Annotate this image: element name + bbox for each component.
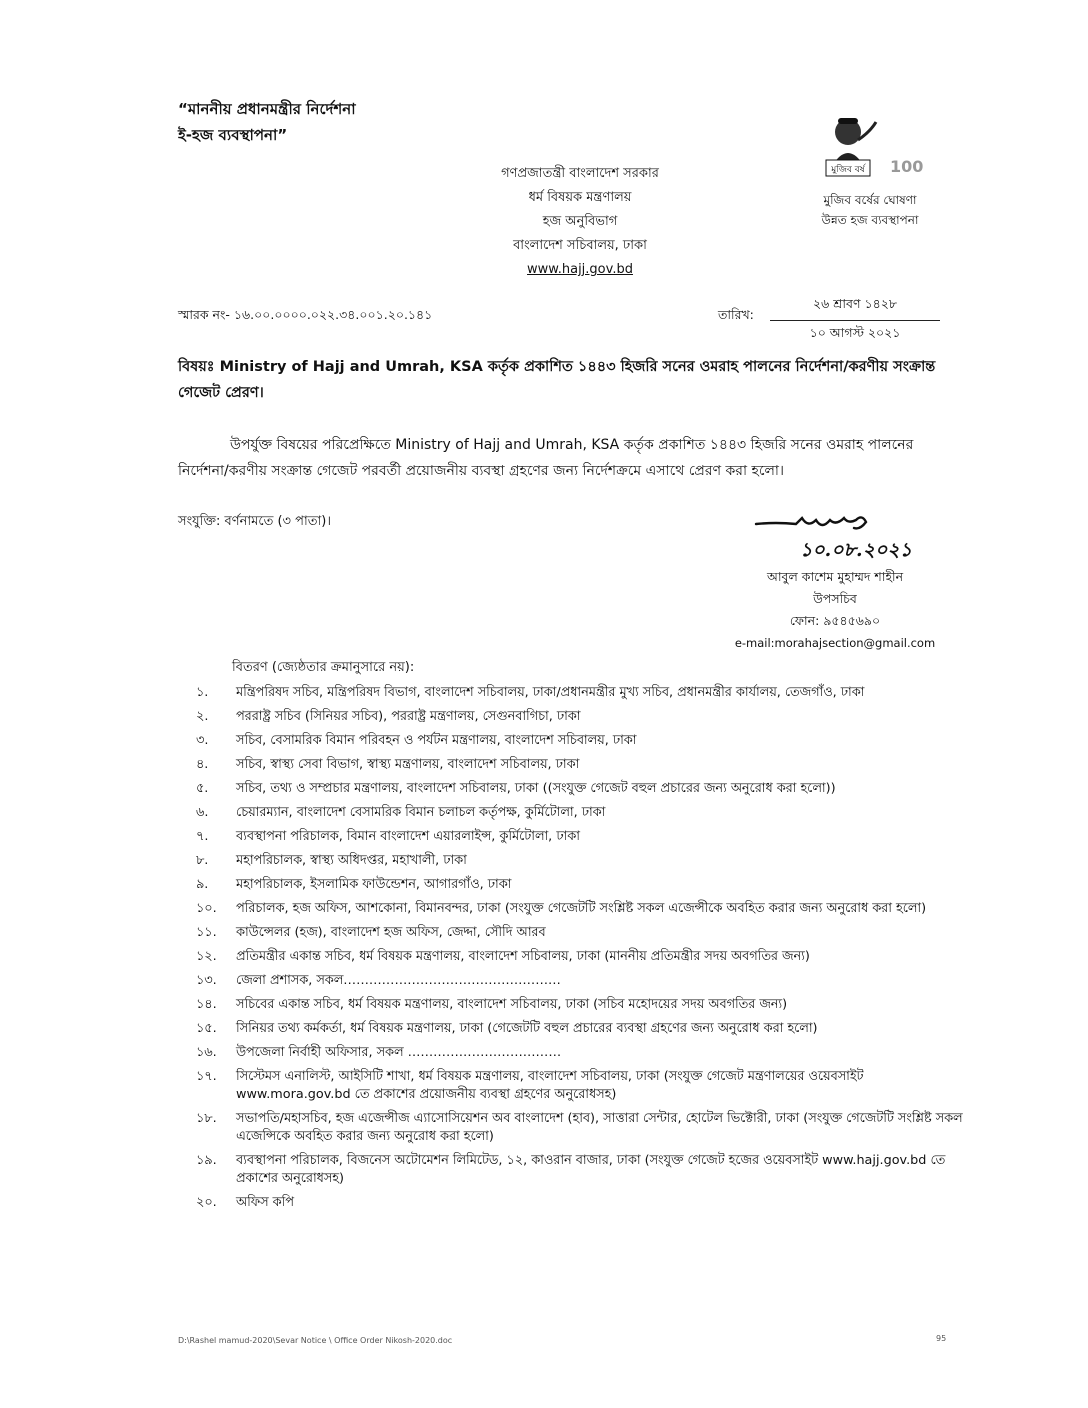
list-item-number: ৬.	[196, 805, 209, 820]
list-item	[196, 804, 966, 822]
list-item	[196, 756, 966, 774]
list-item-text: উপজেলা নির্বাহী অফিসার, সকল ………………………………	[236, 1045, 562, 1060]
list-item-number: ১৪.	[196, 997, 217, 1012]
list-item-text: সিনিয়র তথ্য কর্মকর্তা, ধর্ম বিষয়ক মন্ত্রণালয়, ঢাকা (গেজেটটি বহুল প্রচারের ব্যবস্থা গ্রহণের জন্য অনুরোধ করা হলো)	[236, 1021, 818, 1036]
header-address: বাংলাদেশ সচিবালয়, ঢাকা	[513, 238, 647, 253]
emblem-caption-2: উন্নত হজ ব্যবস্থাপনা	[821, 213, 919, 227]
list-item	[196, 1068, 966, 1104]
list-item	[196, 1020, 966, 1038]
list-item-text: মহাপরিচালক, স্বাস্থ্য অধিদপ্তর, মহাখালী, ঢাকা	[236, 853, 467, 868]
footer-file-path: D:\Rashel mamud-2020\Sevar Notice \ Office Order Nikosh-2020.doc	[178, 1336, 453, 1345]
list-item-number: ১৬.	[196, 1045, 217, 1060]
list-item	[196, 1194, 966, 1212]
list-item-number: ৭.	[196, 829, 209, 844]
svg-text:মুজিব বর্ষ: মুজিব বর্ষ	[831, 165, 865, 175]
signer-phone: ফোন: ৯৫৪৫৬৯০	[789, 613, 881, 628]
signer-block	[690, 566, 980, 654]
list-item-text: সচিব, তথ্য ও সম্প্রচার মন্ত্রণালয়, বাংলাদেশ সচিবালয়, ঢাকা ((সংযুক্ত গেজেট বহুল প্রচারের জন্য অনুরোধ করা হলো))	[236, 781, 836, 796]
list-item-text: সচিব, বেসামরিক বিমান পরিবহন ও পর্যটন মন্ত্রণালয়, বাংলাদেশ সচিবালয়, ঢাকা	[236, 733, 637, 748]
list-item-text: চেয়ারম্যান, বাংলাদেশ বেসামরিক বিমান চলাচল কর্তৃপক্ষ, কুর্মিটোলা, ঢাকা	[236, 805, 606, 820]
list-item-text: ব্যবস্থাপনা পরিচালক, বিমান বাংলাদেশ এয়ারলাইন্স, কুর্মিটোলা, ঢাকা	[236, 829, 580, 844]
list-item-number: ৩.	[196, 733, 209, 748]
date-bangla: ২৬ শ্রাবণ ১৪২৮	[770, 296, 940, 321]
svg-text:১০.০৮.২০২১: ১০.০৮.২০২১	[800, 539, 912, 561]
list-item	[196, 1044, 966, 1062]
list-item	[196, 876, 966, 894]
header-govt: গণপ্রজাতন্ত্রী বাংলাদেশ সরকার	[501, 166, 659, 181]
list-item-text: সিস্টেমস এনালিস্ট, আইসিটি শাখা, ধর্ম বিষয়ক মন্ত্রণালয়, বাংলাদেশ সচিবালয়, ঢাকা (সংযুক্ত গেজেট মন্ত্রণালয়ের ওয়েবসাইট www.mora.gov.bd তে প্রকাশের প্রয়োজনীয় ব্যবস্থা গ্রহণের অনুরোধসহ)	[236, 1069, 864, 1102]
footer-page-number: 95	[936, 1334, 947, 1343]
subject-text: Ministry of Hajj and Umrah, KSA কর্তৃক প্রকাশিত ১৪৪৩ হিজরি সনের ওমরাহ পালনের নির্দেশনা/করণীয় সংক্রান্ত গেজেট প্রেরণ।	[178, 359, 936, 401]
list-item	[196, 996, 966, 1014]
list-item-number: ২০.	[196, 1195, 217, 1210]
handwritten-signature	[736, 510, 936, 562]
subject	[178, 354, 938, 406]
signer-designation: উপসচিব	[813, 591, 857, 606]
header-wing: হজ অনুবিভাগ	[542, 214, 618, 229]
list-item	[196, 1110, 966, 1146]
list-item-number: ৮.	[196, 853, 209, 868]
list-item-number: ১৫.	[196, 1021, 217, 1036]
quote-line-2: ই-হজ ব্যবস্থাপনা”	[178, 126, 288, 144]
list-item-text: পররাষ্ট্র সচিব (সিনিয়র সচিব), পররাষ্ট্র মন্ত্রণালয়, সেগুনবাগিচা, ঢাকা	[236, 709, 581, 724]
list-item-text: প্রতিমন্ত্রীর একান্ত সচিব, ধর্ম বিষয়ক মন্ত্রণালয়, বাংলাদেশ সচিবালয়, ঢাকা (মাননীয় প্রতিমন্ত্রীর সদয় অবগতির জন্য)	[236, 949, 810, 964]
list-item-number: ২.	[196, 709, 209, 724]
header-ministry: ধর্ম বিষয়ক মন্ত্রণালয়	[528, 190, 632, 205]
list-item-text: সচিবের একান্ত সচিব, ধর্ম বিষয়ক মন্ত্রণালয়, বাংলাদেশ সচিবালয়, ঢাকা (সচিব মহোদয়ের সদয় অবগতির জন্য)	[236, 997, 788, 1012]
emblem-caption	[810, 190, 930, 230]
list-item	[196, 1152, 966, 1188]
signer-email[interactable]: e-mail:morahajsection@gmail.com	[734, 636, 936, 650]
body-paragraph: উপর্যুক্ত বিষয়ের পরিপ্রেক্ষিতে Ministry of Hajj and Umrah, KSA কর্তৃক প্রকাশিত ১৪৪৩ হিজরি সনের ওমরাহ পালনের নির্দেশনা/করণীয় সংক্রান্ত গেজেট পরবর্তী প্রয়োজনীয় ব্যবস্থা গ্রহণের জন্য নির্দেশক্রমে এসাথে প্রেরণ করা হলো।	[178, 437, 914, 479]
list-item-number: ১.	[196, 685, 209, 700]
mujib-borsho-logo	[818, 110, 924, 182]
list-item-number: ৫.	[196, 781, 209, 796]
list-item-text: কাউন্সেলর (হজ), বাংলাদেশ হজ অফিস, জেদ্দা, সৌদি আরব	[236, 925, 546, 940]
list-item-number: ১৭.	[196, 1069, 217, 1084]
list-item-text: সভাপতি/মহাসচিব, হজ এজেন্সীজ এ্যাসোসিয়েশন অব বাংলাদেশ (হাব), সাত্তারা সেন্টার, হোটেল ভিক্টোরী, ঢাকা (সংযুক্ত গেজেটটি সংশ্লিষ্ট সকল এজেন্সিকে অবহিত করার জন্য অনুরোধ করা হলো)	[236, 1111, 963, 1144]
list-item-number: ১১.	[196, 925, 217, 940]
list-item-text: মহাপরিচালক, ইসলামিক ফাউন্ডেশন, আগারগাঁও, ঢাকা	[236, 877, 512, 892]
list-item-number: ১২.	[196, 949, 217, 964]
list-item-number: ১০.	[196, 901, 217, 916]
list-item-text: পরিচালক, হজ অফিস, আশকোনা, বিমানবন্দর, ঢাকা (সংযুক্ত গেজেটটি সংশ্লিষ্ট সকল এজেন্সীকে অবহিত করার জন্য অনুরোধ করা হলো)	[236, 901, 927, 916]
distribution-list	[196, 684, 966, 1218]
list-item	[196, 732, 966, 750]
signature-icon	[736, 510, 936, 562]
list-item-number: ১৩.	[196, 973, 217, 988]
list-item	[196, 924, 966, 942]
list-item	[196, 900, 966, 918]
list-item	[196, 708, 966, 726]
emblem-caption-1: মুজিব বর্ষের ঘোষণা	[823, 193, 917, 207]
list-item-text: মন্ত্রিপরিষদ সচিব, মন্ত্রিপরিষদ বিভাগ, বাংলাদেশ সচিবালয়, ঢাকা/প্রধানমন্ত্রীর মুখ্য সচিব, প্রধানমন্ত্রীর কার্যালয়, তেজগাঁও, ঢাকা	[236, 685, 865, 700]
list-item-text: অফিস কপি	[236, 1195, 294, 1210]
list-item	[196, 972, 966, 990]
list-item-text: জেলা প্রশাসক, সকল……………………………………………	[236, 973, 561, 988]
list-item	[196, 948, 966, 966]
date-english: ১০ আগস্ট ২০২১	[809, 325, 901, 340]
list-item-text: ব্যবস্থাপনা পরিচালক, বিজনেস অটোমেশন লিমিটেড, ১২, কাওরান বাজার, ঢাকা (সংযুক্ত গেজেট হজের ওয়েবসাইট www.hajj.gov.bd তে প্রকাশের অনুরোধসহ)	[236, 1153, 946, 1186]
distribution-title: বিতরণ (জ্যেষ্ঠতার ক্রমানুসারে নয়):	[232, 660, 415, 675]
attachment-note: সংযুক্তি: বর্ণনামতে (৩ পাতা)।	[178, 514, 331, 529]
list-item-number: ১৮.	[196, 1111, 217, 1126]
subject-label: বিষয়ঃ	[178, 359, 215, 375]
date-label: তারিখ:	[718, 307, 754, 322]
header-website-link[interactable]: www.hajj.gov.bd	[527, 262, 633, 277]
ministry-header	[420, 162, 740, 282]
list-item-number: ৯.	[196, 877, 209, 892]
list-item-text: সচিব, স্বাস্থ্য সেবা বিভাগ, স্বাস্থ্য মন্ত্রণালয়, বাংলাদেশ সচিবালয়, ঢাকা	[236, 757, 580, 772]
memo-number: স্মারক নং- ১৬.০০.০০০০.০২২.৩৪.০০১.২০.১৪১	[178, 307, 433, 322]
list-item	[196, 828, 966, 846]
directive-quote	[178, 96, 356, 148]
svg-text:100: 100	[890, 157, 924, 176]
list-item-number: ৪.	[196, 757, 209, 772]
quote-line-1: “মাননীয় প্রধানমন্ত্রীর নির্দেশনা	[178, 100, 356, 118]
list-item-number: ১৯.	[196, 1153, 217, 1168]
signer-name: আবুল কাশেম মুহাম্মদ শাহীন	[766, 569, 904, 584]
portrait-logo-icon	[818, 110, 924, 182]
list-item	[196, 852, 966, 870]
date-block	[770, 296, 940, 345]
list-item	[196, 684, 966, 702]
list-item	[196, 780, 966, 798]
